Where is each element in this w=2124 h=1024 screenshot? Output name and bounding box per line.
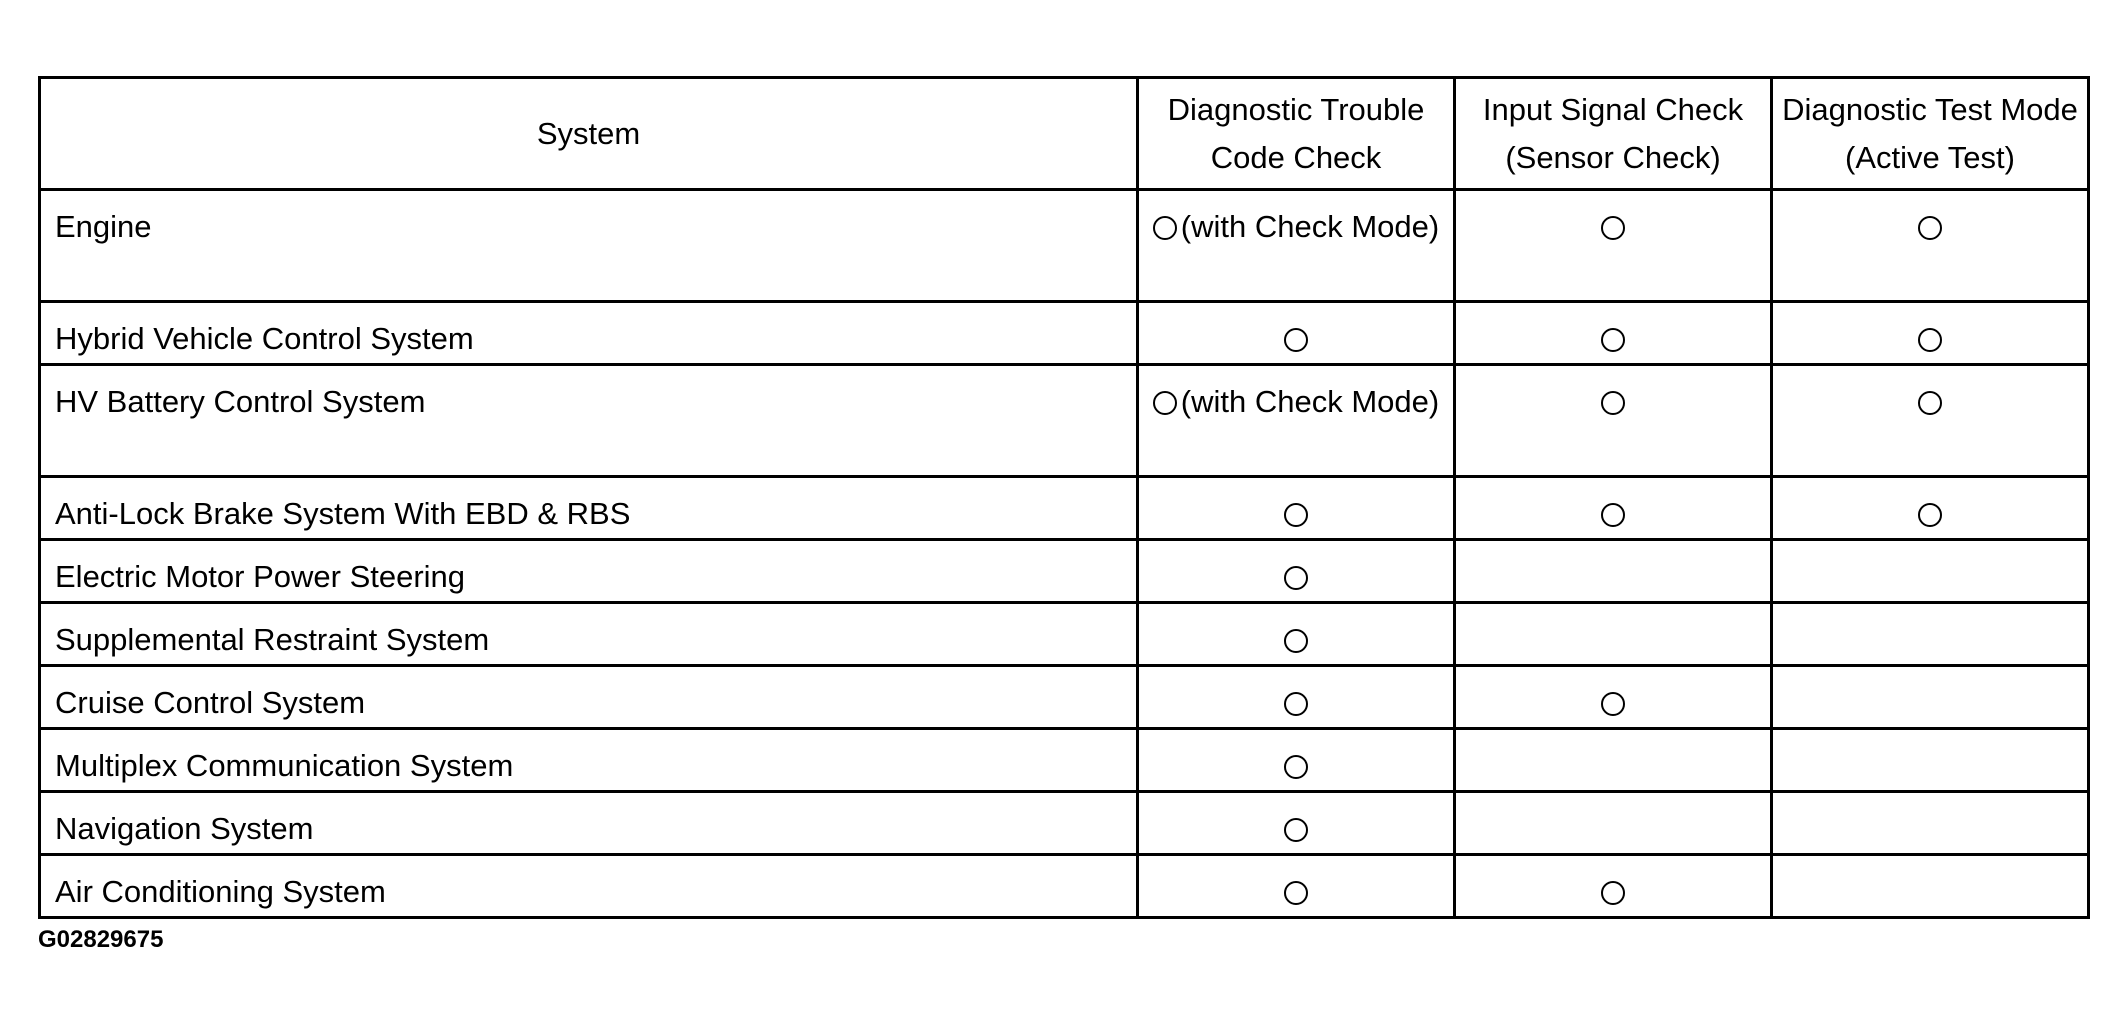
- dtc-cell: [1138, 666, 1455, 729]
- circle-icon: [1601, 881, 1625, 905]
- dtc-cell: [1138, 302, 1455, 365]
- input-cell: [1455, 855, 1772, 918]
- circle-icon: [1284, 566, 1308, 590]
- system-name: Air Conditioning System: [40, 855, 1138, 918]
- input-cell: [1455, 666, 1772, 729]
- figure-code: G02829675: [38, 926, 164, 953]
- circle-icon: [1601, 503, 1625, 527]
- table-row: [40, 792, 2089, 855]
- circle-icon: [1601, 391, 1625, 415]
- input-cell: [1455, 540, 1772, 603]
- system-name: Electric Motor Power Steering: [40, 540, 1138, 603]
- table-row: [40, 190, 2089, 302]
- table-row: [40, 365, 2089, 477]
- system-name: HV Battery Control System: [40, 365, 1138, 477]
- circle-icon: [1918, 503, 1942, 527]
- dtc-cell: [1138, 190, 1455, 302]
- diagnostic-function-table: [38, 76, 2090, 919]
- dtc-cell: [1138, 540, 1455, 603]
- table-row: [40, 540, 2089, 603]
- system-name: Cruise Control System: [40, 666, 1138, 729]
- circle-icon: [1284, 503, 1308, 527]
- circle-icon: [1284, 818, 1308, 842]
- circle-icon: [1284, 881, 1308, 905]
- active-cell: [1772, 365, 2089, 477]
- circle-icon: [1601, 216, 1625, 240]
- dtc-cell: [1138, 792, 1455, 855]
- input-cell: [1455, 603, 1772, 666]
- system-name: Hybrid Vehicle Control System: [40, 302, 1138, 365]
- dtc-cell: [1138, 603, 1455, 666]
- table-row: [40, 603, 2089, 666]
- active-cell: [1772, 603, 2089, 666]
- active-cell: [1772, 302, 2089, 365]
- active-cell: [1772, 190, 2089, 302]
- table-row: [40, 477, 2089, 540]
- system-name: Anti-Lock Brake System With EBD & RBS: [40, 477, 1138, 540]
- circle-icon: [1601, 328, 1625, 352]
- dtc-cell: [1138, 855, 1455, 918]
- input-cell: [1455, 477, 1772, 540]
- active-cell: [1772, 855, 2089, 918]
- circle-icon: [1284, 755, 1308, 779]
- circle-icon: [1284, 328, 1308, 352]
- dtc-cell: [1138, 477, 1455, 540]
- input-cell: [1455, 302, 1772, 365]
- table-row: [40, 729, 2089, 792]
- header-input-signal-check: Input Signal Check (Sensor Check): [1455, 78, 1772, 190]
- input-cell: [1455, 729, 1772, 792]
- circle-icon: [1153, 391, 1177, 415]
- system-name: Multiplex Communication System: [40, 729, 1138, 792]
- active-cell: [1772, 540, 2089, 603]
- system-name: Supplemental Restraint System: [40, 603, 1138, 666]
- circle-icon: [1153, 216, 1177, 240]
- table-row: [40, 666, 2089, 729]
- input-cell: [1455, 792, 1772, 855]
- input-cell: [1455, 190, 1772, 302]
- dtc-cell: [1138, 729, 1455, 792]
- dtc-note: (with Check Mode): [1180, 209, 1440, 244]
- header-dtc-check: Diagnostic Trouble Code Check: [1138, 78, 1455, 190]
- table-row: [40, 855, 2089, 918]
- circle-icon: [1918, 328, 1942, 352]
- header-row: [40, 78, 2089, 190]
- circle-icon: [1918, 216, 1942, 240]
- circle-icon: [1601, 692, 1625, 716]
- active-cell: [1772, 792, 2089, 855]
- circle-icon: [1284, 629, 1308, 653]
- header-active-test: Diagnostic Test Mode (Active Test): [1772, 78, 2089, 190]
- circle-icon: [1284, 692, 1308, 716]
- table-row: [40, 302, 2089, 365]
- circle-icon: [1918, 391, 1942, 415]
- active-cell: [1772, 666, 2089, 729]
- system-name: Engine: [40, 190, 1138, 302]
- system-name: Navigation System: [40, 792, 1138, 855]
- active-cell: [1772, 729, 2089, 792]
- active-cell: [1772, 477, 2089, 540]
- header-system: System: [40, 78, 1138, 190]
- dtc-note: (with Check Mode): [1180, 384, 1440, 419]
- dtc-cell: [1138, 365, 1455, 477]
- input-cell: [1455, 365, 1772, 477]
